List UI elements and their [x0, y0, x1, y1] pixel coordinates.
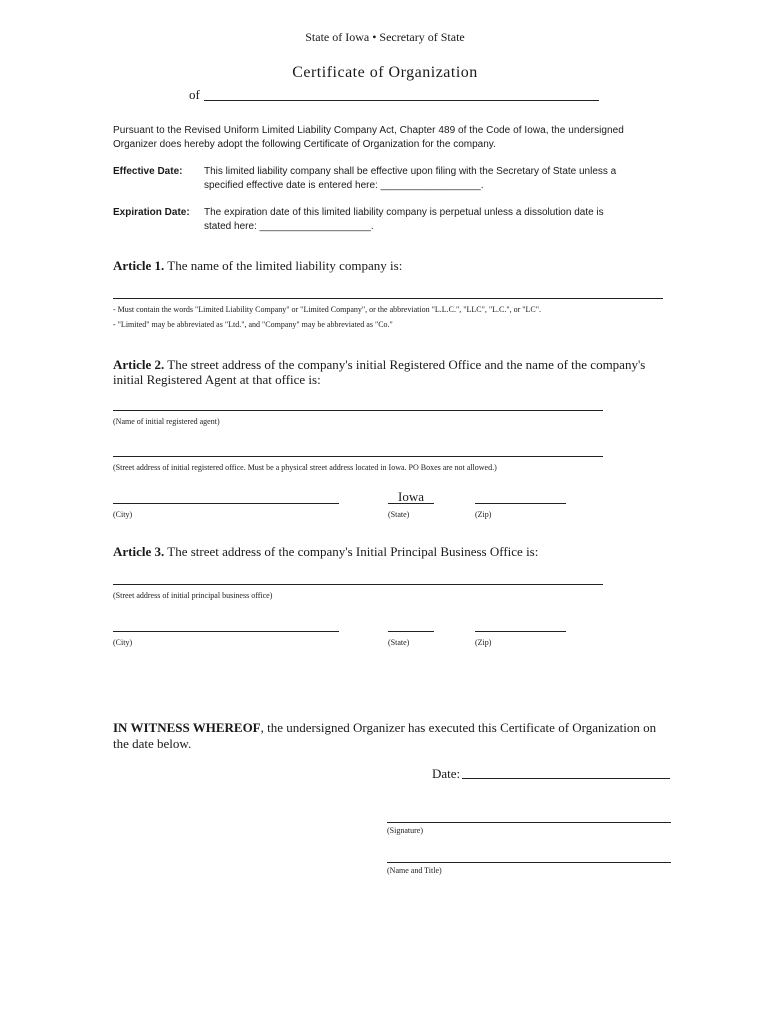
principal-office-address-caption: (Street address of initial principal business office)	[113, 591, 273, 600]
principal-office-address-line[interactable]	[113, 584, 603, 585]
effective-date-label: Effective Date:	[113, 166, 183, 177]
article-2-state-caption: (State)	[388, 510, 410, 519]
expiration-date-line-1: The expiration date of this limited liability company is perpetual unless a dissolution date is	[204, 207, 604, 218]
company-name-title-line[interactable]	[204, 100, 599, 101]
name-title-line[interactable]	[387, 862, 671, 863]
expiration-date-line-2[interactable]: stated here: ____________________.	[204, 221, 374, 232]
registered-office-address-caption: (Street address of initial registered office. Must be a physical street address located in Iowa. PO Boxes are not allowed.)	[113, 463, 497, 472]
article-2-zip-line[interactable]	[475, 503, 566, 504]
article-3-text: The street address of the company's Initial Principal Business Office is:	[167, 544, 539, 559]
article-3-zip-caption: (Zip)	[475, 638, 492, 647]
article-3-state-line[interactable]	[388, 631, 434, 632]
article-3-label: Article 3.	[113, 544, 165, 559]
effective-date-line-1: This limited liability company shall be effective upon filing with the Secretary of State unless a	[204, 166, 617, 177]
document-title: Certificate of Organization	[292, 64, 478, 81]
company-name-line[interactable]	[113, 298, 663, 299]
article-2-state-value: Iowa	[398, 489, 424, 504]
article-3-city-caption: (City)	[113, 638, 133, 647]
effective-date-line-2[interactable]: specified effective date is entered here: __________________.	[204, 180, 484, 191]
witness-bold: IN WITNESS WHEREOF	[113, 720, 261, 735]
article-1-text: The name of the limited liability company is:	[167, 258, 403, 273]
article-2-state-line	[388, 503, 434, 504]
article-2-city-line[interactable]	[113, 503, 339, 504]
intro-line-1: Pursuant to the Revised Uniform Limited Liability Company Act, Chapter 489 of the Code of Iowa, the undersigned	[113, 125, 624, 136]
witness-line-2: the date below.	[113, 736, 192, 751]
name-title-caption: (Name and Title)	[387, 866, 442, 875]
article-1-heading	[113, 258, 402, 274]
article-2-line-1: The street address of the company's initial Registered Office and the name of the company's	[167, 357, 646, 372]
date-label: Date:	[432, 766, 461, 781]
article-3-heading	[113, 544, 538, 560]
article-1-note-1: - Must contain the words "Limited Liability Company" or "Limited Company", or the abbreviation "L.L.C.", "LLC", "L.C.", or "LC".	[113, 305, 542, 314]
registered-agent-caption: (Name of initial registered agent)	[113, 417, 220, 426]
witness-text: , the undersigned Organizer has executed this Certificate of Organization on	[260, 720, 657, 735]
article-2-heading	[113, 357, 645, 373]
registered-agent-line[interactable]	[113, 410, 603, 411]
article-2-city-caption: (City)	[113, 510, 133, 519]
date-line[interactable]	[462, 778, 670, 779]
expiration-date-label: Expiration Date:	[113, 207, 190, 218]
article-2-line-2: initial Registered Agent at that office is:	[113, 372, 321, 387]
article-1-label: Article 1.	[113, 258, 165, 273]
registered-office-address-line[interactable]	[113, 456, 603, 457]
signature-line[interactable]	[387, 822, 671, 823]
of-label: of	[189, 87, 200, 102]
article-3-state-caption: (State)	[388, 638, 410, 647]
article-1-note-2: - "Limited" may be abbreviated as "Ltd.", and "Company" may be abbreviated as "Co."	[113, 320, 393, 329]
article-3-zip-line[interactable]	[475, 631, 566, 632]
article-2-label: Article 2.	[113, 357, 165, 372]
article-2-zip-caption: (Zip)	[475, 510, 492, 519]
witness-line-1	[113, 720, 656, 736]
intro-line-2: Organizer does hereby adopt the following Certificate of Organization for the company.	[113, 139, 496, 150]
signature-caption: (Signature)	[387, 826, 423, 835]
article-3-city-line[interactable]	[113, 631, 339, 632]
state-header: State of Iowa • Secretary of State	[305, 30, 465, 44]
